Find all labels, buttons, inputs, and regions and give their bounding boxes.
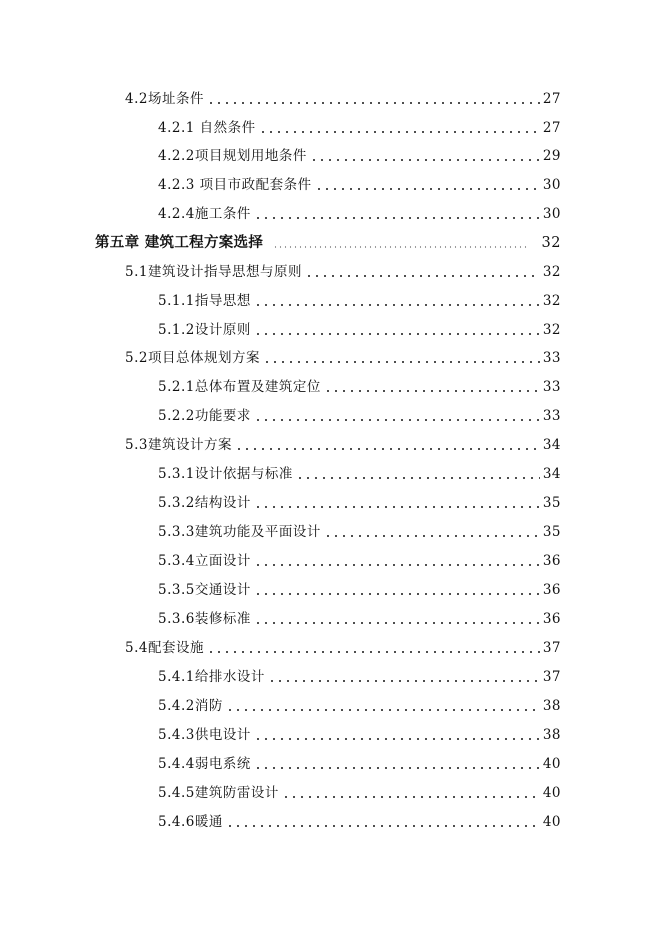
toc-entry-title: 5.3.2结构设计 (158, 495, 251, 511)
toc-entry-page: 37 (542, 640, 561, 656)
toc-entry[interactable] (158, 606, 561, 628)
dot-leader (259, 131, 540, 133)
dot-leader (268, 680, 540, 682)
toc-entry-title: 5.4.3供电设计 (158, 727, 251, 743)
dot-leader (296, 477, 540, 479)
toc-entry-title: 5.2项目总体规划方案 (125, 350, 260, 366)
toc-entry-page: 33 (542, 350, 561, 366)
toc-entry-title: 5.2.2功能要求 (158, 408, 251, 424)
toc-entry-page: 34 (542, 437, 561, 453)
dot-leader (310, 159, 540, 161)
toc-entry-page: 32 (542, 322, 561, 338)
toc-entry[interactable] (158, 143, 561, 165)
toc-entry-page: 36 (542, 553, 561, 569)
toc-entry-title: 4.2.4施工条件 (158, 206, 251, 222)
toc-entry-title: 5.3.5交通设计 (158, 582, 251, 598)
toc-entry-page: 29 (542, 148, 561, 164)
toc-entry-title: 4.2.3 项目市政配套条件 (158, 177, 312, 193)
dot-leader (254, 304, 540, 306)
dot-leader (263, 361, 540, 363)
toc-entry[interactable] (158, 519, 561, 541)
toc-entry-title: 5.4.6暖通 (158, 814, 223, 830)
toc-entry-title: 5.4配套设施 (125, 640, 204, 656)
toc-entry-title: 5.1建筑设计指导思想与原则 (125, 264, 302, 280)
toc-entry-page: 40 (542, 785, 561, 801)
toc-entry-title: 5.4.4弱电系统 (158, 756, 251, 772)
toc-entry[interactable] (158, 722, 561, 744)
dot-leader (315, 188, 540, 190)
toc-entry-title: 5.3.1设计依据与标准 (158, 466, 293, 482)
toc-entry[interactable] (158, 115, 561, 137)
dot-leader (305, 275, 540, 277)
toc-entry-page: 36 (542, 611, 561, 627)
toc-entry[interactable] (158, 664, 561, 686)
toc-entry-page: 40 (542, 814, 561, 830)
toc-entry[interactable] (158, 461, 561, 483)
dot-leader (282, 796, 540, 798)
toc-entry-page: 34 (542, 466, 561, 482)
toc-entry-title: 5.3.4立面设计 (158, 553, 251, 569)
dot-leader (254, 738, 540, 740)
dot-leader (254, 767, 540, 769)
toc-entry[interactable] (158, 172, 561, 194)
toc-entry-page: 32 (542, 293, 561, 309)
toc-entry[interactable] (158, 809, 561, 831)
toc-entry[interactable] (158, 548, 561, 570)
toc-entry[interactable] (158, 751, 561, 773)
toc-entry-title: 5.3建筑设计方案 (125, 437, 232, 453)
dot-leader (254, 593, 540, 595)
toc-entry-title: 5.1.1指导思想 (158, 293, 251, 309)
toc-entry-title: 5.4.5建筑防雷设计 (158, 785, 279, 801)
dot-leader (254, 564, 540, 566)
toc-entry-page: 36 (542, 582, 561, 598)
dot-leader (226, 709, 540, 711)
toc-entry[interactable] (158, 288, 561, 310)
toc-entry-title: 5.3.3建筑功能及平面设计 (158, 524, 321, 540)
toc-entry-page: 35 (542, 524, 561, 540)
toc-entry-page: 33 (542, 408, 561, 424)
toc-entry-title: 5.2.1总体布置及建筑定位 (158, 379, 321, 395)
dot-leader (226, 825, 540, 827)
toc-entry[interactable] (125, 345, 561, 367)
toc-entry[interactable] (158, 201, 561, 223)
toc-entry[interactable] (158, 693, 561, 715)
dot-leader (324, 390, 540, 392)
toc-chapter-entry[interactable] (95, 230, 561, 252)
toc-entry-page: 32 (541, 235, 561, 251)
dot-leader (273, 246, 527, 248)
toc-entry[interactable] (158, 374, 561, 396)
toc-entry[interactable] (158, 317, 561, 339)
toc-entry-page: 38 (542, 698, 561, 714)
dot-leader (235, 448, 540, 450)
toc-entry[interactable] (125, 432, 561, 454)
toc-entry-title: 5.3.6装修标准 (158, 611, 251, 627)
dot-leader (254, 217, 540, 219)
toc-entry[interactable] (125, 635, 561, 657)
toc-entry-page: 32 (542, 264, 561, 280)
toc-entry-title: 第五章 建筑工程方案选择 (95, 234, 264, 251)
toc-entry[interactable] (125, 86, 561, 108)
toc-entry-page: 30 (542, 206, 561, 222)
dot-leader (254, 506, 540, 508)
toc-entry-title: 5.1.2设计原则 (158, 322, 251, 338)
toc-entry[interactable] (158, 403, 561, 425)
dot-leader (207, 102, 540, 104)
toc-entry-title: 4.2.1 自然条件 (158, 120, 256, 136)
toc-entry-title: 5.4.2消防 (158, 698, 223, 714)
dot-leader (254, 419, 540, 421)
dot-leader (254, 333, 540, 335)
toc-entry-title: 4.2场址条件 (125, 91, 204, 107)
toc-entry-page: 38 (542, 727, 561, 743)
toc-entry-title: 5.4.1给排水设计 (158, 669, 265, 685)
dot-leader (254, 622, 540, 624)
toc-entry-page: 35 (542, 495, 561, 511)
toc-entry-page: 37 (542, 669, 561, 685)
toc-entry[interactable] (158, 780, 561, 802)
toc-entry[interactable] (125, 259, 561, 281)
toc-entry-page: 30 (542, 177, 561, 193)
toc-entry-page: 27 (542, 91, 561, 107)
dot-leader (207, 651, 540, 653)
toc-entry[interactable] (158, 577, 561, 599)
toc-entry-page: 40 (542, 756, 561, 772)
toc-entry-page: 33 (542, 379, 561, 395)
toc-entry-title: 4.2.2项目规划用地条件 (158, 148, 307, 164)
toc-entry-page: 27 (542, 120, 561, 136)
toc-entry[interactable] (158, 490, 561, 512)
dot-leader (324, 535, 540, 537)
